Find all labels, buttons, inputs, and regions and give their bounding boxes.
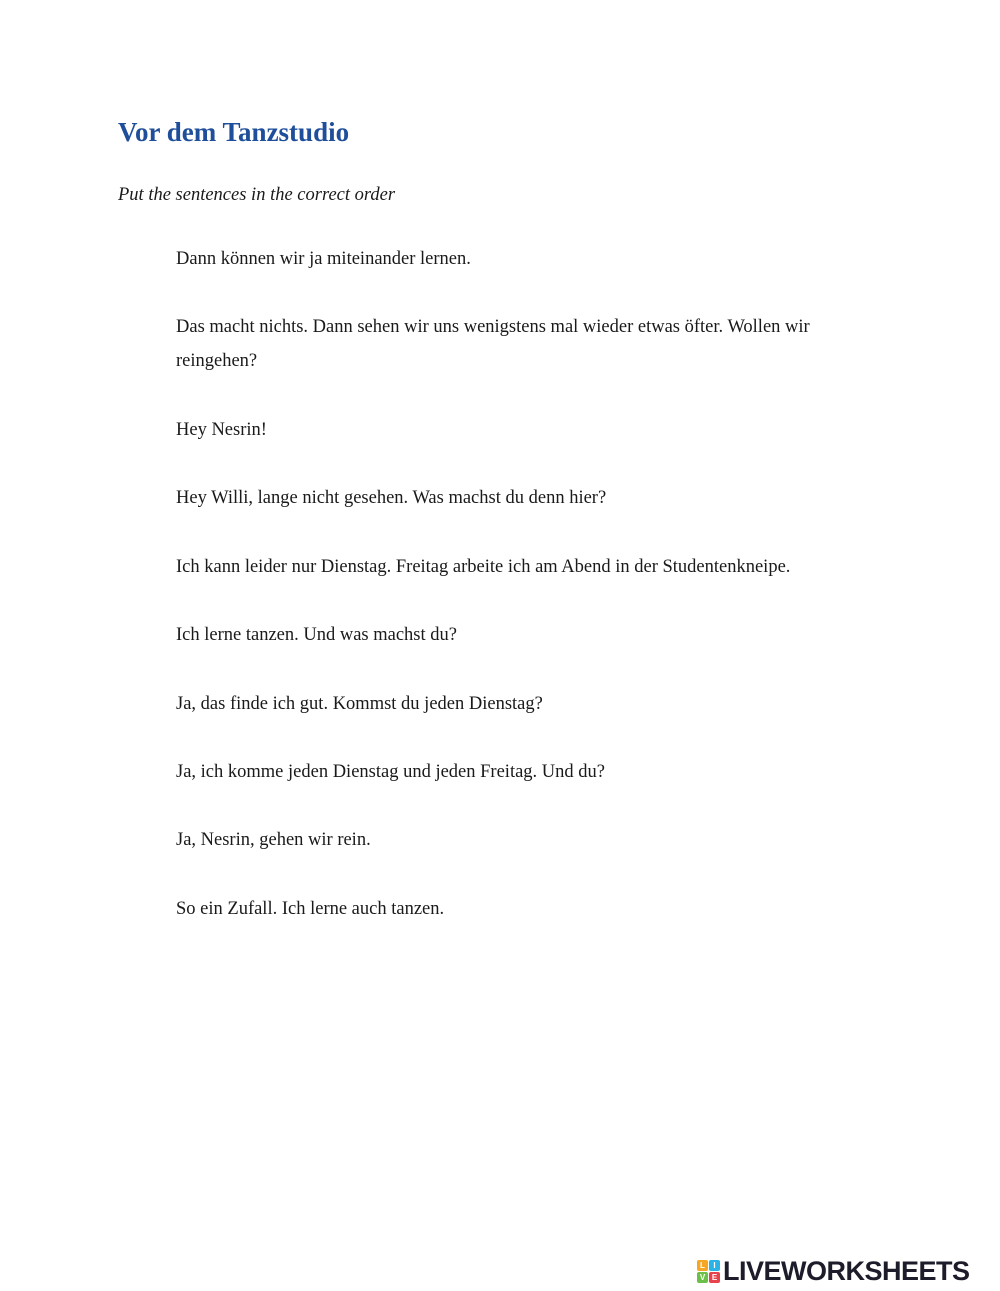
sentence-item: Ich kann leider nur Dienstag. Freitag arbeite ich am Abend in der Studentenkneipe. — [176, 557, 791, 577]
logo-tile: V — [697, 1272, 708, 1283]
logo-tile: I — [709, 1260, 720, 1271]
sentence-item: Dann können wir ja miteinander lernen. — [176, 249, 471, 269]
logo-tile: E — [709, 1272, 720, 1283]
worksheet-title: Vor dem Tanzstudio — [118, 117, 350, 147]
sentence-item: Hey Nesrin! — [176, 420, 267, 440]
sentence-item: Ja, ich komme jeden Dienstag und jeden Freitag. Und du? — [176, 762, 605, 782]
sentence-item: Das macht nichts. Dann sehen wir uns wenigstens mal wieder etwas öfter. Wollen wir reingehen? — [176, 317, 810, 371]
logo-tiles-icon — [697, 1260, 720, 1283]
logo-text: LIVEWORKSHEETS — [723, 1256, 970, 1286]
sentence-item: Ja, das finde ich gut. Kommst du jeden Dienstag? — [176, 694, 543, 714]
sentence-item: So ein Zufall. Ich lerne auch tanzen. — [176, 899, 445, 919]
sentence-item: Hey Willi, lange nicht gesehen. Was machst du denn hier? — [176, 488, 607, 508]
sentence-item: Ich lerne tanzen. Und was machst du? — [176, 625, 457, 645]
sentence-item: Ja, Nesrin, gehen wir rein. — [176, 830, 371, 850]
instruction-text: Put the sentences in the correct order — [118, 185, 396, 205]
liveworksheets-logo[interactable] — [697, 1256, 970, 1286]
logo-tile: L — [697, 1260, 708, 1271]
